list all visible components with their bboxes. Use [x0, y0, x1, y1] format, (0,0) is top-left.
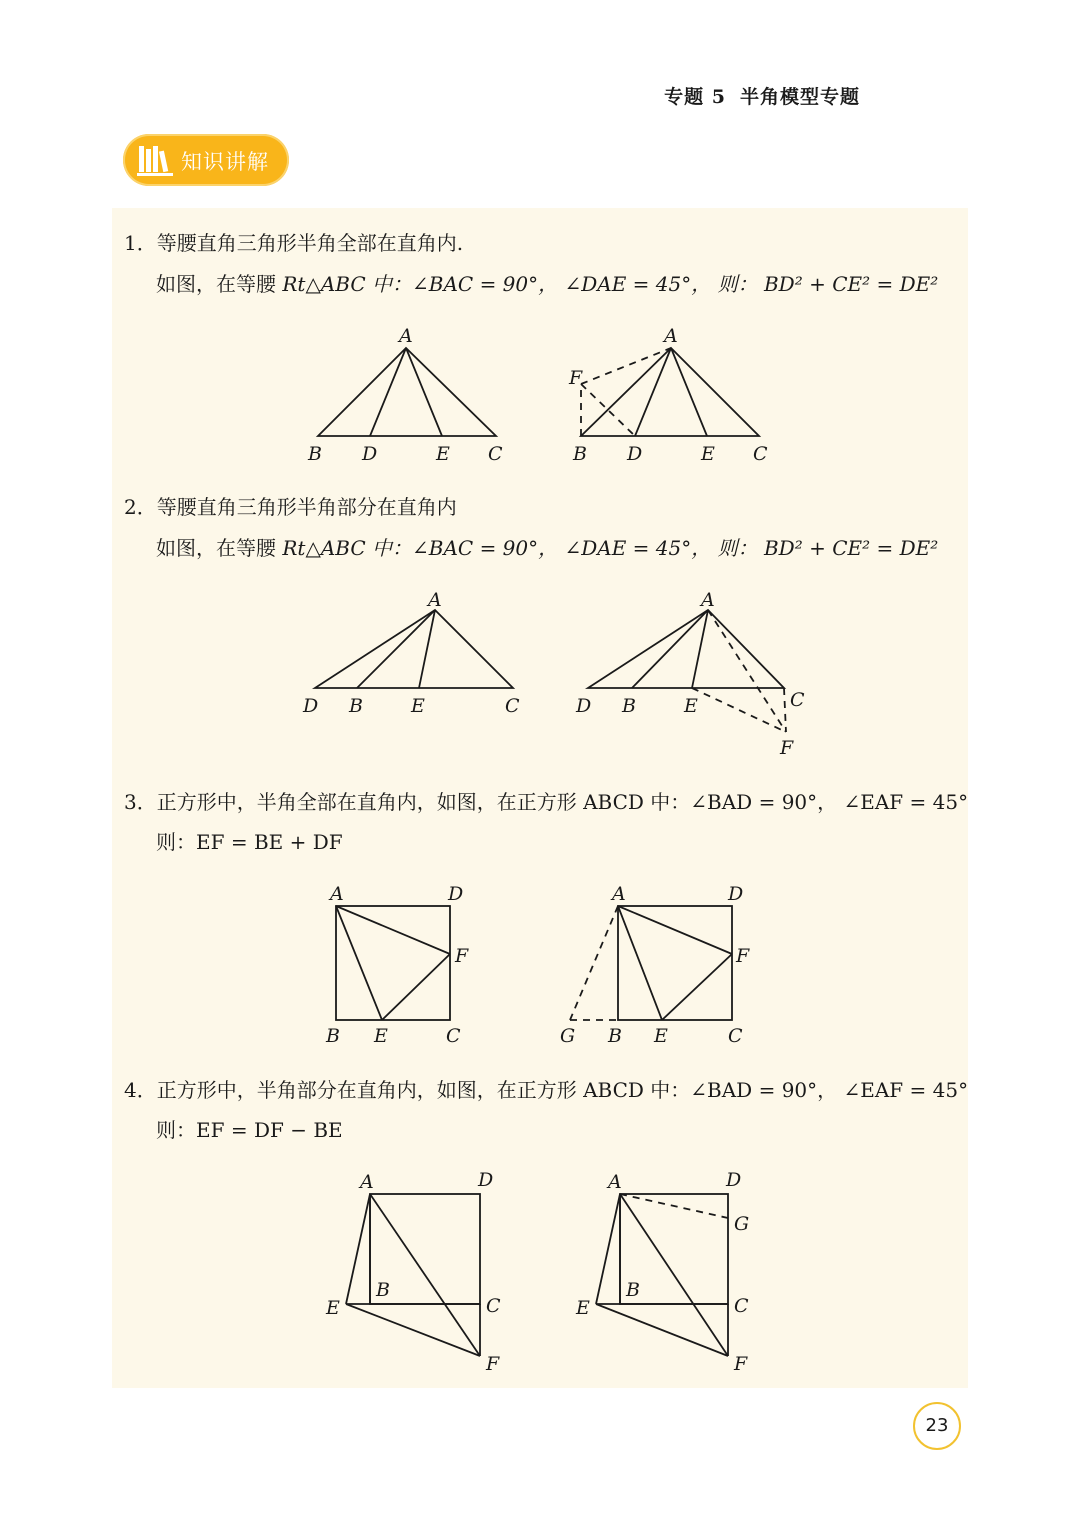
figure-3-left [320, 878, 490, 1048]
label-D: D [726, 1169, 742, 1191]
label-C: C [505, 695, 520, 717]
section-2-body-formula: Rt△ABC 中：∠BAC = 90°， ∠DAE = 45°， 则： [282, 536, 758, 560]
label-A: A [664, 325, 678, 347]
figure-2-left [295, 588, 535, 718]
label-F: F [734, 1353, 748, 1375]
label-D: D [728, 883, 744, 905]
label-C: C [446, 1025, 461, 1047]
label-D: D [303, 695, 319, 717]
section-1-result: BD² + CE² = DE² [763, 272, 939, 296]
section-2-heading: 2．等腰直角三角形半角部分在直角内 [124, 495, 457, 519]
label-C: C [486, 1295, 501, 1317]
figure-2-right [568, 588, 818, 768]
label-B: B [573, 443, 587, 465]
label-F: F [486, 1353, 500, 1375]
label-B: B [308, 443, 322, 465]
label-E: E [684, 695, 698, 717]
label-B: B [326, 1025, 340, 1047]
label-C: C [728, 1025, 743, 1047]
label-G: G [734, 1213, 750, 1235]
label-C: C [488, 443, 503, 465]
label-C: C [734, 1295, 749, 1317]
running-header [560, 82, 860, 109]
figure-4-right [570, 1166, 770, 1376]
figure-3-right [552, 878, 762, 1048]
label-A: A [360, 1171, 374, 1193]
section-1-heading: 1．等腰直角三角形半角全部在直角内. [124, 231, 464, 255]
label-A: A [428, 589, 442, 611]
label-E: E [654, 1025, 668, 1047]
label-A: A [330, 883, 344, 905]
figure-1-left [300, 322, 520, 472]
section-4-heading: 4．正方形中，半角部分在直角内，如图，在正方形 ABCD 中：∠BAD = 90°， ∠EAF = 45° [124, 1078, 969, 1102]
section-2-body [156, 532, 938, 561]
section-2-body-prefix: 如图，在等腰 [156, 536, 276, 560]
section-3-result: 则：EF = BE + DF [156, 830, 343, 854]
label-C: C [790, 689, 805, 711]
label-F: F [780, 737, 794, 759]
label-E: E [411, 695, 425, 717]
section-4-result: 则：EF = DF − BE [156, 1118, 343, 1142]
label-A: A [701, 589, 715, 611]
label-G: G [560, 1025, 576, 1047]
label-A: A [399, 325, 413, 347]
label-B: B [376, 1279, 390, 1301]
label-D: D [627, 443, 643, 465]
section-2-result: BD² + CE² = DE² [763, 536, 939, 560]
label-D: D [478, 1169, 494, 1191]
section-3-heading: 3．正方形中，半角全部在直角内，如图，在正方形 ABCD 中：∠BAD = 90°， ∠EAF = 45° [124, 790, 969, 814]
label-E: E [374, 1025, 388, 1047]
label-D: D [576, 695, 592, 717]
label-D: D [448, 883, 464, 905]
section-1-body-formula: Rt△ABC 中：∠BAC = 90°， ∠DAE = 45°， 则： [282, 272, 758, 296]
section-badge [123, 134, 289, 186]
label-B: B [626, 1279, 640, 1301]
label-F: F [569, 367, 583, 389]
label-B: B [608, 1025, 622, 1047]
header-topic: 专题 5 [664, 86, 726, 108]
figure-4-left [320, 1166, 520, 1376]
badge-label: 知识讲解 [181, 150, 269, 174]
label-E: E [701, 443, 715, 465]
books-icon [137, 143, 173, 177]
label-D: D [362, 443, 378, 465]
header-title: 半角模型专题 [739, 86, 860, 108]
label-E: E [436, 443, 450, 465]
label-F: F [736, 945, 750, 967]
section-1-body-prefix: 如图，在等腰 [156, 272, 276, 296]
label-C: C [753, 443, 768, 465]
label-E: E [576, 1297, 590, 1319]
label-A: A [612, 883, 626, 905]
label-B: B [622, 695, 636, 717]
figure-1-right [565, 322, 785, 472]
label-A: A [608, 1171, 622, 1193]
page-number: 23 [913, 1402, 961, 1450]
label-F: F [455, 945, 469, 967]
label-B: B [349, 695, 363, 717]
label-E: E [326, 1297, 340, 1319]
section-1-body [156, 268, 938, 297]
